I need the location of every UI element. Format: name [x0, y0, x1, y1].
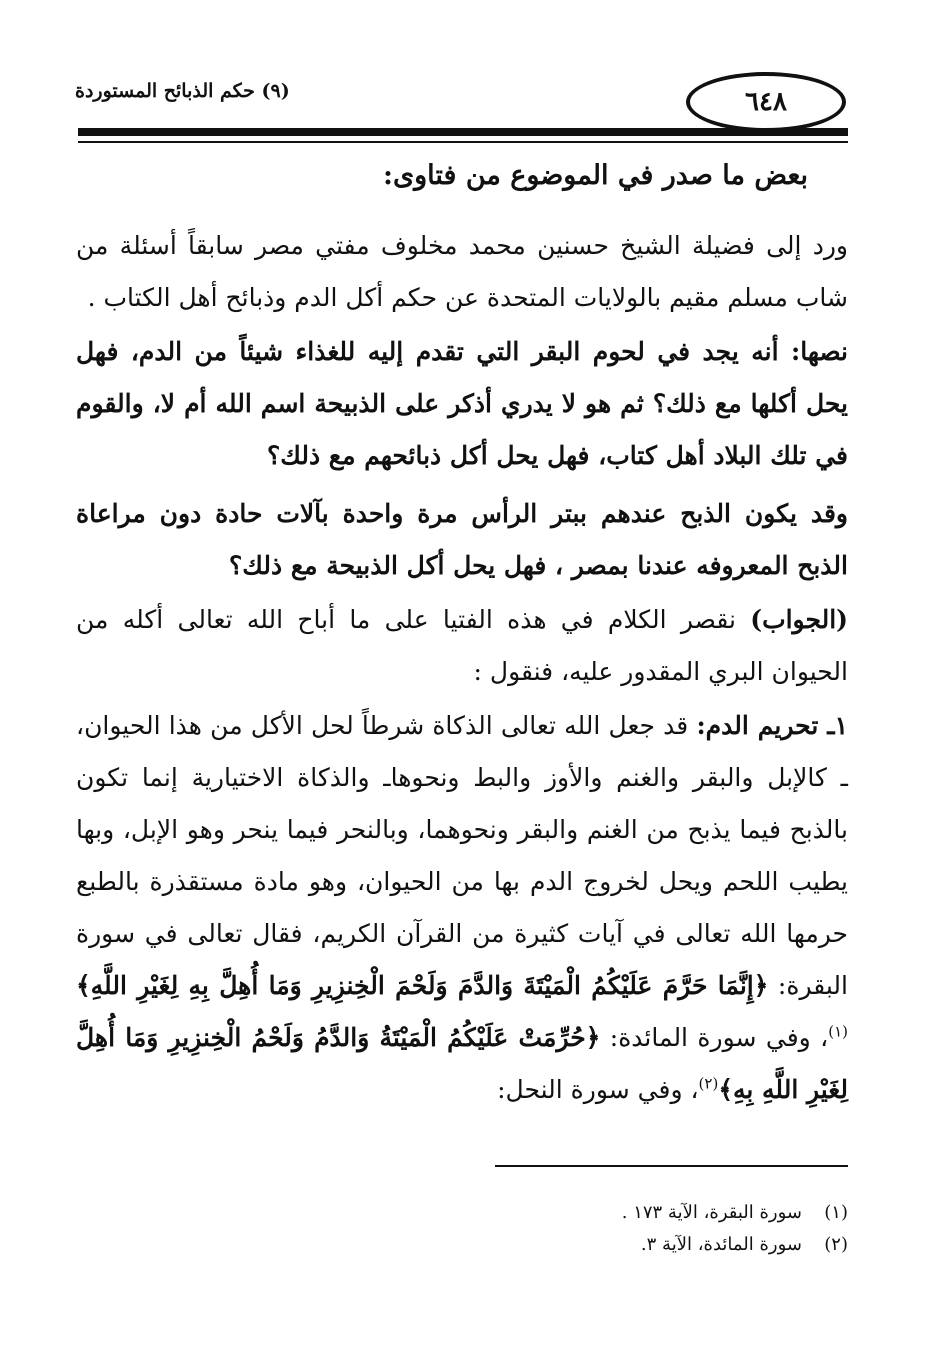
quran-verse-maidah: ﴿حُرِّمَتْ عَلَيْكُمُ الْمَيْتَةُ وَالدَّمُ وَلَحْمُ الْخِنزِيرِ وَمَا أُهِلَّ لِغَيْرِ اللَّهِ بِهِ﴾: [76, 1023, 848, 1104]
footnote-text: سورة المائدة، الآية ٣.: [640, 1234, 802, 1255]
footnote-1: [400, 1200, 848, 1226]
closing-text: ، وفي سورة النحل:: [497, 1075, 699, 1104]
quran-verse-baqarah: ﴿إِنَّمَا حَرَّمَ عَلَيْكُمُ الْمَيْتَةَ وَالدَّمَ وَلَحْمَ الْخِنزِيرِ وَمَا أُهِلَّ بِهِ لِغَيْرِ اللَّهِ﴾: [76, 971, 769, 1000]
running-title: (٩) حكم الذبائح المستوردة: [75, 80, 290, 102]
paragraph-5: [76, 700, 848, 1116]
footnote-2: [400, 1232, 848, 1258]
blood-text: قد جعل الله تعالى الذكاة شرطاً لحل الأكل من هذا الحيوان، ـ كالإبل والبقر والغنم والأوز والبط ونحوهاـ والذكاة الاختيارية إنما تكون بالذبح فيما يذبح من الغنم والبقر ونحوهما، وبالنحر فيما ينحر وهو الإبل، وبها يطيب اللحم ويحل لخروج الدم بها من الحيوان، وهو مادة مستقذرة بالطبع حرمها الله تعالى في آيات كثيرة من القرآن الكريم، فقال تعالى في سورة البقرة:: [76, 711, 848, 1000]
paragraph-4: [76, 594, 848, 698]
paragraph-question-2-block: [76, 488, 848, 592]
paragraph-3: وقد يكون الذبح عندهم ببتر الرأس مرة واحدة بآلات حادة دون مراعاة الذبح المعروفه عندنا بمصر ، فهل يحل أكل الذبيحة مع ذلك؟: [76, 499, 848, 580]
answer-text: نقصر الكلام في هذه الفتيا على ما أباح الله تعالى أكله من الحيوان البري المقدور عليه، فنقول :: [76, 605, 848, 686]
paragraph-question-block: [76, 326, 848, 482]
answer-label: (الجواب): [750, 605, 848, 634]
footnote-ref-2[interactable]: (٢): [698, 1074, 719, 1093]
paragraph-1: ورد إلى فضيلة الشيخ حسنين محمد مخلوف مفتي مصر سابقاً أسئلة من شاب مسلم مقيم بالولايات المتحدة عن حكم أكل الدم وذبائح أهل الكتاب .: [76, 231, 848, 312]
paragraph-answer-block: [76, 594, 848, 698]
header-rule-thin: [78, 141, 848, 143]
footnote-text: سورة البقرة، الآية ١٧٣ .: [621, 1202, 802, 1223]
paragraph-intro-block: [76, 220, 848, 324]
paragraph-blood-block: [76, 700, 848, 1116]
footnote-divider: [495, 1165, 848, 1167]
subheading-blood: ١ـ تحريم الدم:: [696, 711, 848, 740]
connector-text: ، وفي سورة المائدة:: [600, 1023, 829, 1052]
footnote-number: (١): [824, 1202, 848, 1223]
footnotes: [400, 1200, 848, 1264]
paragraph-2: نصها: أنه يجد في لحوم البقر التي تقدم إليه للغذاء شيئاً من الدم، فهل يحل أكلها مع ذلك؟ ثم هو لا يدري أذكر على الذبيحة اسم الله أم لا، والقوم في تلك البلاد أهل كتاب، فهل يحل أكل ذبائحهم مع ذلك؟: [76, 337, 848, 470]
section-heading: بعض ما صدر في الموضوع من فتاوى:: [383, 160, 808, 191]
page-number: ٦٤٨: [686, 72, 846, 132]
footnote-number: (٢): [824, 1234, 848, 1255]
footnote-ref-1[interactable]: (١): [828, 1022, 848, 1041]
